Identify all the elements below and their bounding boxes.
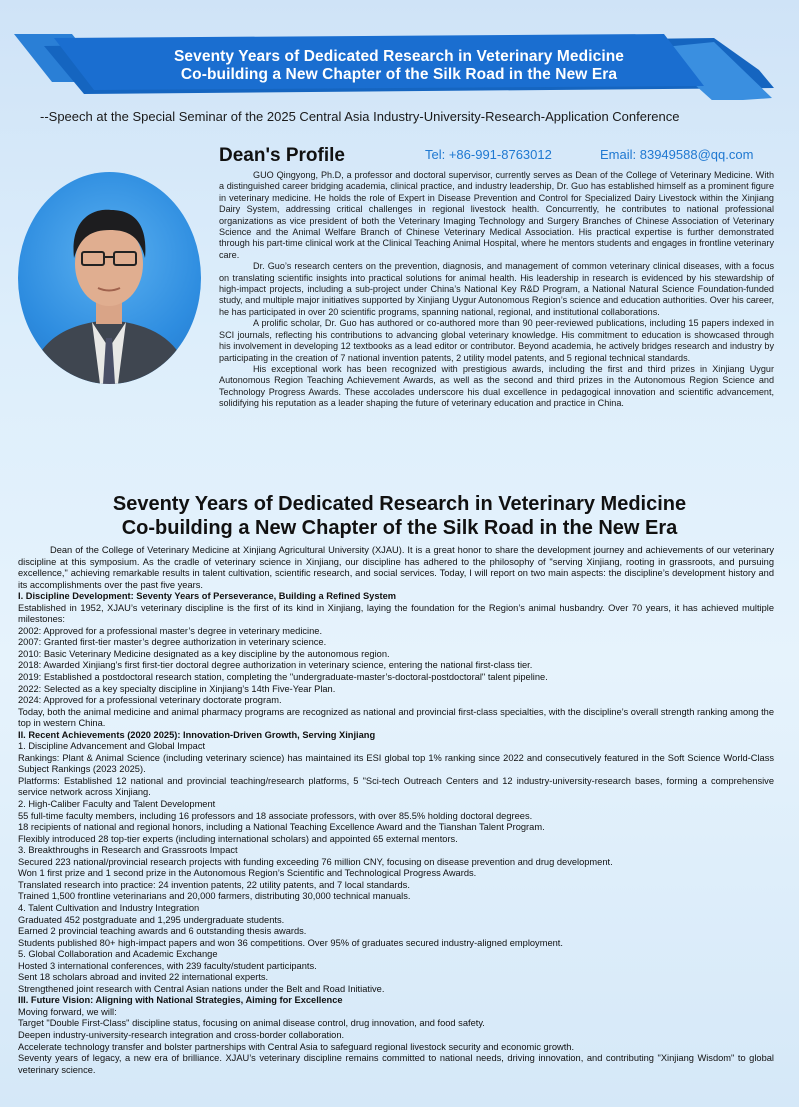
- banner-title-line2: Co-building a New Chapter of the Silk Road in the New Era: [180, 66, 618, 83]
- profile-paragraph: His exceptional work has been recognized with prestigious awards, including the first and third prizes in Xinjiang Uygur Autonomous Region Teaching Achievement Awards, as well as the second and third prizes in the Autonomous Region Science and Technology Progress Awards. These accolades underscore his dual excellence in pedagogical innovation and scientific advancement, solidifying his reputation as a leader shaping the future of veterinary education and practice in China.: [219, 363, 774, 409]
- speech-line: 1. Discipline Advancement and Global Impact: [18, 741, 206, 752]
- speech-line: Platforms: Established 12 national and provincial teaching/research platforms, 5 "Sci-tech Outreach Centers and 12 industry-university-research bases, forming a comprehensive service network across Xinjiang.: [18, 775, 774, 798]
- speech-line: Today, both the animal medicine and animal pharmacy programs are recognized as national and provincial first-class specialties, with the discipline’s overall strength ranking among the top in western China.: [18, 706, 774, 729]
- section-heading: I. Discipline Development: Seventy Years of Perseverance, Building a Refined System: [18, 591, 397, 602]
- speech-line: 2022: Selected as a key specialty discipline in Xinjiang’s 14th Five-Year Plan.: [18, 683, 336, 694]
- profile-paragraph: A prolific scholar, Dr. Guo has authored or co-authored more than 90 peer-reviewed publications, including 15 papers indexed in SCI journals, reflecting his contributions to advancing global veterinary knowledge. His commitment to education is showcased through his involvement in developing 12 textbooks as a lead editor or contributor. Beyond academia, he actively bridges research and industry by participating in the creation of 7 national invention patents, 2 utility model patents, and 5 regional technical standards.: [219, 318, 774, 363]
- speech-line: Accelerate technology transfer and bolster partnerships with Central Asia to safeguard regional livestock security and economic growth.: [18, 1041, 575, 1052]
- speech-line: Graduated 452 postgraduate and 1,295 undergraduate students.: [18, 914, 285, 925]
- speech-line: 2010: Basic Veterinary Medicine designated as a key discipline by the autonomous region.: [18, 648, 390, 659]
- main-title-line1: Seventy Years of Dedicated Research in Veterinary Medicine: [112, 493, 687, 515]
- speech-line: Rankings: Plant & Animal Science (including veterinary science) has maintained its ESI global top 1% ranking since 2022 and consecutively featured in the Soft Science World-Class Subject Rankings (2023 2025).: [18, 752, 774, 775]
- speech-line: Seventy years of legacy, a new era of brilliance. XJAU’s veterinary discipline remains committed to national needs, driving innovation, and contributing "Xinjiang Wisdom" to global veterinary science.: [18, 1053, 774, 1075]
- title-banner: [14, 28, 784, 100]
- speech-line: Target "Double First-Class" discipline status, focusing on animal disease control, drug innovation, and food safety.: [18, 1018, 485, 1029]
- profile-body: [219, 170, 774, 410]
- speech-line: 4. Talent Cultivation and Industry Integration: [18, 902, 200, 913]
- speech-line: 2007: Granted first-tier master’s degree authorization in veterinary science.: [18, 637, 327, 648]
- contact-tel: Tel: +86-991-8763012: [425, 147, 552, 162]
- speech-line: 55 full-time faculty members, including 16 professors and 18 associate professors, with over 85.5% holding doctoral degrees.: [18, 810, 533, 821]
- speech-line: 2024: Approved for a professional veterinary doctorate program.: [18, 695, 282, 706]
- speech-line: Secured 223 national/provincial research projects with funding exceeding 76 million CNY, focusing on disease prevention and drug development.: [18, 856, 613, 867]
- speech-line: 2002: Approved for a professional master’s degree in veterinary medicine.: [18, 625, 323, 636]
- speech-line: 5. Global Collaboration and Academic Exchange: [18, 949, 218, 960]
- main-title-line2: Co-building a New Chapter of the Silk Road in the New Era: [121, 517, 678, 539]
- speech-intro: Dean of the College of Veterinary Medicine at Xinjiang Agricultural University (XJAU). It is a great honor to share the development journey and achievements of our veterinary discipline at this symposium. As the cradle of veterinary science in Xinjiang, our discipline has adhered to the philosophy of "serving Xinjiang, rooting in grassroots, and pursuing excellence," achieving remarkable results in talent cultivation, scientific research, and social services. Today, I will report on two main aspects: the discipline’s development history and its accomplishments over the past five years.: [18, 545, 774, 590]
- speech-line: Trained 1,500 frontline veterinarians and 20,000 farmers, distributing 30,000 technical manuals.: [18, 891, 411, 902]
- section-3-list: [18, 1007, 774, 1076]
- section-heading: III. Future Vision: Aligning with National Strategies, Aiming for Excellence: [18, 995, 343, 1006]
- speech-line: Earned 2 provincial teaching awards and 6 outstanding thesis awards.: [18, 926, 307, 937]
- banner-title-line1: Seventy Years of Dedicated Research in Veterinary Medicine: [173, 48, 625, 65]
- speech-line: 18 recipients of national and regional honors, including a National Teaching Excellence Award and the Tianshan Talent Program.: [18, 822, 545, 833]
- speech-line: Students published 80+ high-impact papers and won 36 competitions. Over 95% of graduates secured industry-aligned employment.: [18, 937, 563, 948]
- subtitle: --Speech at the Special Seminar of the 2025 Central Asia Industry-University-Research-Application Conference: [40, 109, 680, 124]
- dean-portrait: [18, 172, 201, 384]
- section-1-list: [18, 603, 774, 730]
- speech-line: Flexibly introduced 28 top-tier experts (including international scholars) and appointed 65 external mentors.: [18, 833, 458, 844]
- speech-line: 2018: Awarded Xinjiang’s first first-tier doctoral degree authorization in veterinary science, entering the national first-class tier.: [18, 660, 533, 671]
- profile-paragraph: Dr. Guo’s research centers on the prevention, diagnosis, and management of common veterinary clinical diseases, with a focus on translating scientific insights into practical solutions for animal health. His leadership in research is evidenced by his stewardship of high-impact projects, including a sub-project under China’s National Key R&D Program, a National Natural Science Foundation-funded study, and multiple major initiatives supported by Xinjiang Uygur Autonomous Region’s science and education authorities. Over his career, he has participated in over 20 scientific programs, spanning national, regional, and institutional collaborations.: [219, 261, 774, 317]
- speech-line: Won 1 first prize and 1 second prize in the Autonomous Region’s Scientific and Technological Progress Awards.: [18, 868, 477, 879]
- speech-body: [18, 545, 774, 1076]
- speech-line: 2. High-Caliber Faculty and Talent Development: [18, 799, 216, 810]
- profile-paragraph: GUO Qingyong, Ph.D, a professor and doctoral supervisor, currently serves as Dean of the College of Veterinary Medicine. With a distinguished career bridging academia, clinical practice, and industry leadership, Dr. Guo has established himself as a prominent figure in veterinary medicine. He holds the role of Expert in Disease Prevention and Control for Specialized Dairy Livestock within the Xinjiang Dairy System, addressing critical challenges in regional livestock health. Concurrently, he contributes to national professional organizations as vice president of both the Veterinary Imaging Technology and Surgery Branches of Chinese Association of Veterinary Science and the Animal Welfare Branch of Chinese Veterinary Medical Association. His practical expertise is further demonstrated through his part-time clinical work at the Clinical Teaching Animal Hospital, where he mentors students and engages in frontline veterinary care.: [219, 170, 774, 260]
- speech-line: Hosted 3 international conferences, with 239 faculty/student participants.: [18, 960, 317, 971]
- speech-line: 3. Breakthroughs in Research and Grassroots Impact: [18, 845, 238, 856]
- section-2-list: [18, 741, 774, 995]
- contact-email: Email: 83949588@qq.com: [600, 147, 754, 162]
- section-heading: II. Recent Achievements (2020 2025): Innovation-Driven Growth, Serving Xinjiang: [18, 729, 376, 740]
- speech-line: Deepen industry-university-research integration and cross-border collaboration.: [18, 1029, 345, 1040]
- speech-line: Established in 1952, XJAU’s veterinary discipline is the first of its kind in Xinjiang, laying the foundation for the Region’s animal husbandry. Over 70 years, it has achieved multiple milestones:: [18, 602, 774, 625]
- speech-line: Strengthened joint research with Central Asian nations under the Belt and Road Initiative.: [18, 983, 385, 994]
- speech-line: 2019: Established a postdoctoral research station, completing the "undergraduate-master’s-doctoral-postdoctoral" talent pipeline.: [18, 672, 548, 683]
- profile-title: Dean's Profile: [219, 145, 345, 166]
- speech-line: Translated research into practice: 24 invention patents, 22 utility patents, and 7 local standards.: [18, 879, 410, 890]
- speech-line: Moving forward, we will:: [18, 1006, 117, 1017]
- speech-line: Sent 18 scholars abroad and invited 22 international experts.: [18, 972, 269, 983]
